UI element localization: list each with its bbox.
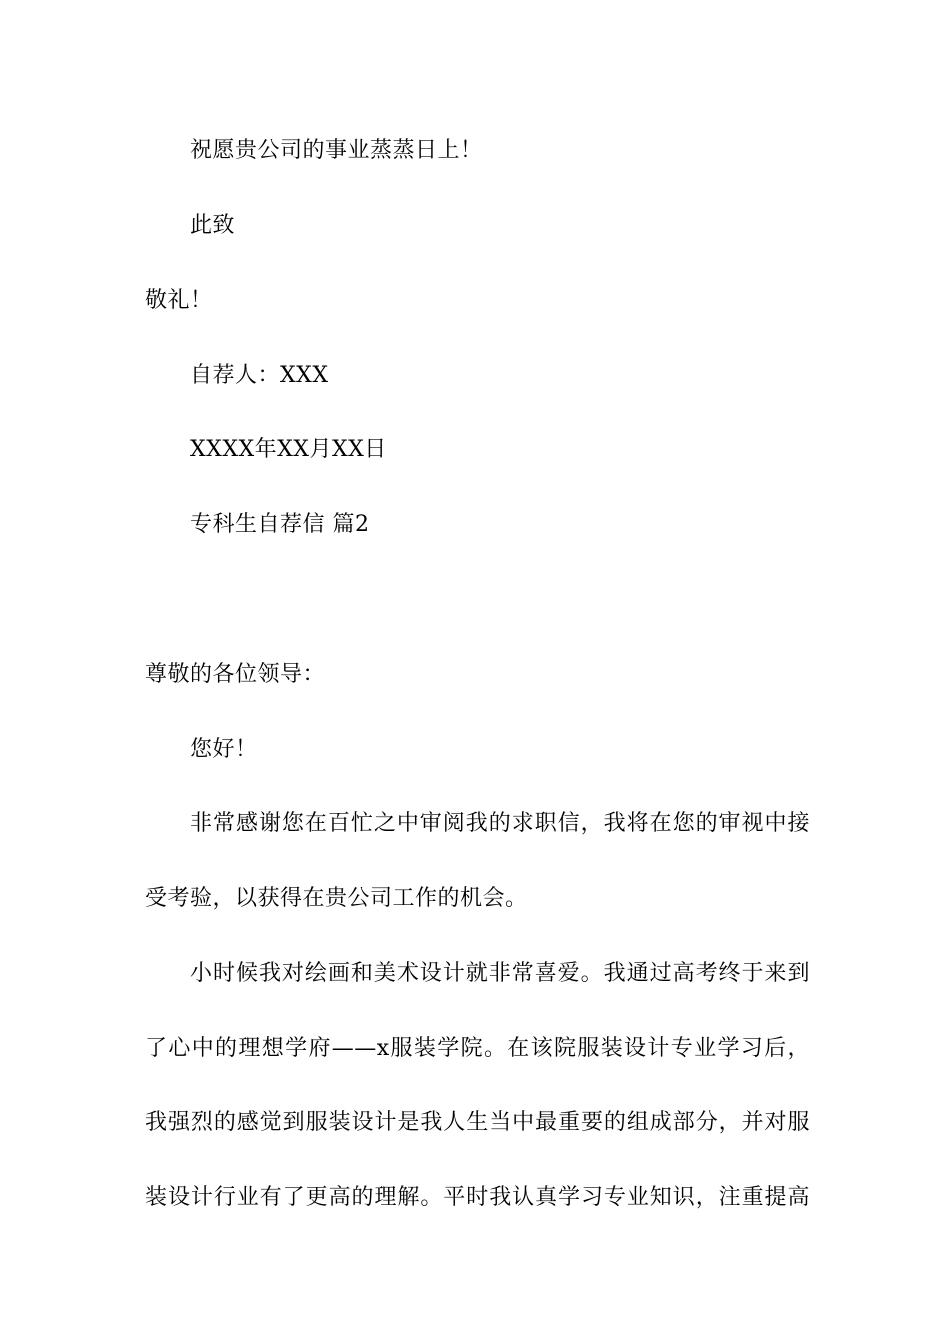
closing-salutation-2: 敬礼！ <box>145 288 213 313</box>
paragraph-line: 我强烈的感觉到服装设计是我人生当中最重要的组成部分，并对服 <box>145 1110 810 1135</box>
paragraph-line: 受考验，以获得在贵公司工作的机会。 <box>145 886 528 911</box>
paragraph-line: 非常感谢您在百忙之中审阅我的求职信，我将在您的审视中接 <box>190 811 810 836</box>
paragraph-line: 装设计行业有了更高的理解。平时我认真学习专业知识，注重提高 <box>145 1185 810 1210</box>
section-title: 专科生自荐信 篇2 <box>190 512 370 537</box>
signer-line: 自荐人：XXX <box>190 363 329 388</box>
date-line: XXXX年XX月XX日 <box>190 437 387 462</box>
letter-hello: 您好！ <box>190 737 258 762</box>
paragraph-line: 小时候我对绘画和美术设计就非常喜爱。我通过高考终于来到 <box>190 961 810 986</box>
closing-wish: 祝愿贵公司的事业蒸蒸日上！ <box>190 138 483 163</box>
closing-salutation-1: 此致 <box>190 213 236 238</box>
paragraph-line: 了心中的理想学府——x服装学院。在该院服装设计专业学习后， <box>145 1036 810 1061</box>
letter-greeting: 尊敬的各位领导： <box>145 662 326 687</box>
